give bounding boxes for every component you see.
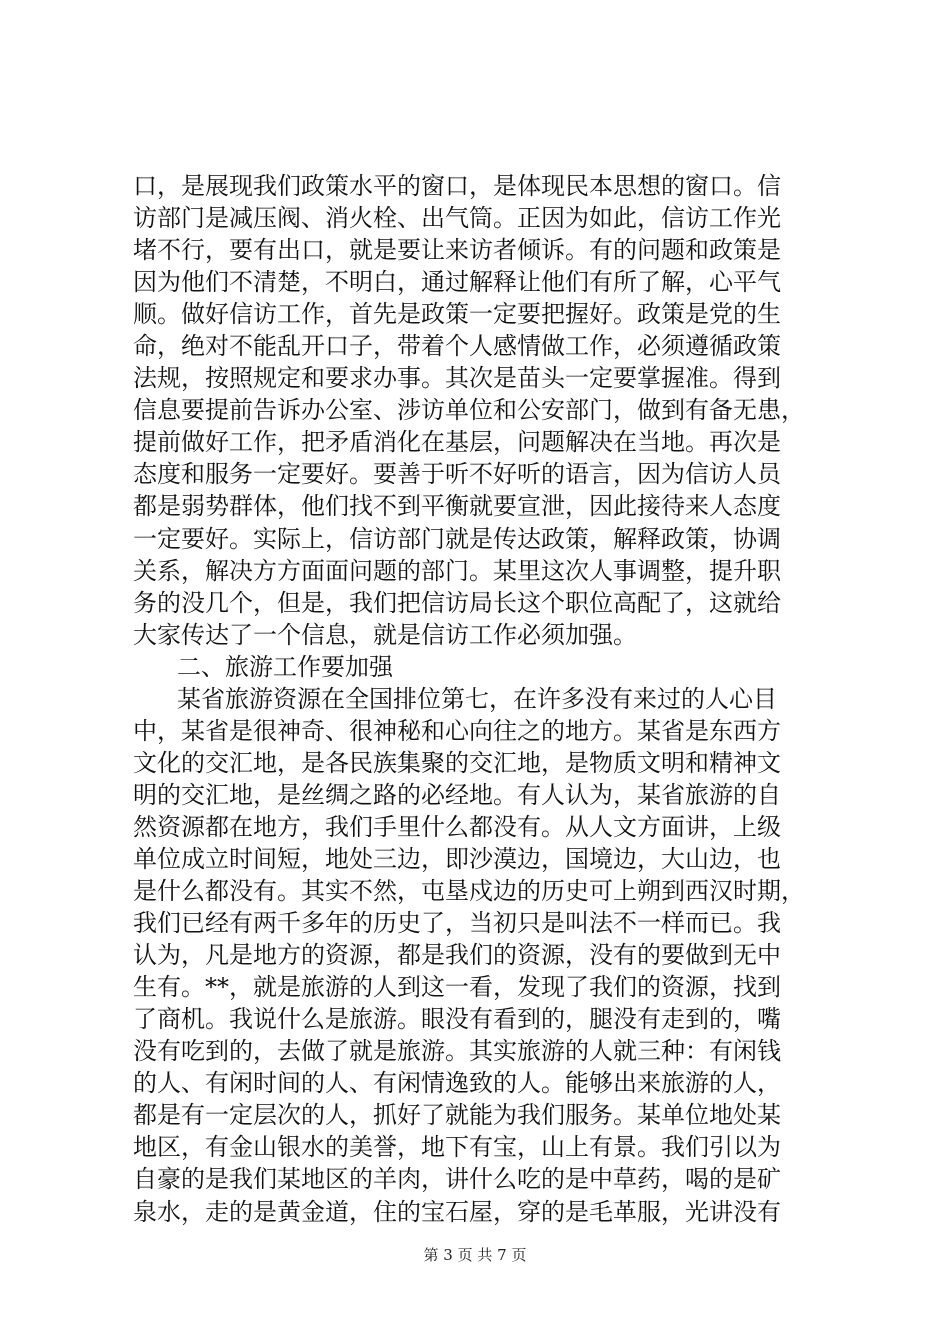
text-line: 顺。做好信访工作，首先是政策一定要把握好。政策是党的生 (133, 300, 781, 329)
text-line: 我们已经有两千多年的历史了，当初只是叫法不一样而已。我 (133, 909, 781, 938)
text-line: 访部门是减压阀、消火栓、出气筒。正因为如此，信访工作光 (133, 204, 781, 233)
text-line: 都是弱势群体，他们找不到平衡就要宣泄，因此接待来人态度 (133, 492, 781, 521)
text-line: 文化的交汇地，是各民族集聚的交汇地，是物质文明和精神文 (133, 748, 781, 777)
text-line: 然资源都在地方，我们手里什么都没有。从人文方面讲，上级 (133, 812, 781, 841)
text-line: 命，绝对不能乱开口子，带着个人感情做工作，必须遵循政策 (133, 332, 781, 361)
page-number-footer: 第 3 页 共 7 页 (423, 1246, 527, 1264)
body-text (133, 170, 833, 1228)
text-line: 了商机。我说什么是旅游。眼没有看到的，腿没有走到的，嘴 (133, 1005, 781, 1034)
text-line: 务的没几个，但是，我们把信访局长这个职位高配了，这就给 (133, 588, 781, 617)
text-line: 因为他们不清楚，不明白，通过解释让他们有所了解，心平气 (133, 268, 781, 297)
text-line: 自豪的是我们某地区的羊肉，讲什么吃的是中草药，喝的是矿 (133, 1165, 781, 1194)
text-line: 的人、有闲时间的人、有闲情逸致的人。能够出来旅游的人， (133, 1069, 781, 1098)
text-line: 某省旅游资源在全国排位第七，在许多没有来过的人心目 (177, 684, 777, 713)
text-line: 信息要提前告诉办公室、涉访单位和公安部门，做到有备无患， (133, 396, 805, 425)
text-line: 都是有一定层次的人，抓好了就能为我们服务。某单位地处某 (133, 1101, 781, 1130)
text-line: 大家传达了一个信息，就是信访工作必须加强。 (133, 620, 637, 649)
text-line: 生有。**，就是旅游的人到这一看，发现了我们的资源，找到 (133, 973, 781, 1002)
text-line: 堵不行，要有出口，就是要让来访者倾诉。有的问题和政策是 (133, 236, 781, 265)
text-line: 单位成立时间短，地处三边，即沙漠边，国境边，大山边，也 (133, 844, 781, 873)
text-line: 是什么都没有。其实不然，屯垦戍边的历史可上朔到西汉时期， (133, 877, 805, 906)
text-line: 认为，凡是地方的资源，都是我们的资源，没有的要做到无中 (133, 941, 781, 970)
text-line: 没有吃到的，去做了就是旅游。其实旅游的人就三种：有闲钱 (133, 1037, 781, 1066)
section-heading: 二、旅游工作要加强 (177, 652, 393, 681)
text-line: 口，是展现我们政策水平的窗口，是体现民本思想的窗口。信 (133, 172, 781, 200)
text-line: 关系，解决方方面面问题的部门。某里这次人事调整，提升职 (133, 556, 781, 585)
text-line: 地区，有金山银水的美誉，地下有宝，山上有景。我们引以为 (133, 1133, 781, 1162)
text-line: 泉水，走的是黄金道，住的宝石屋，穿的是毛革服，光讲没有 (133, 1197, 781, 1226)
text-line: 一定要好。实际上，信访部门就是传达政策，解释政策，协调 (133, 524, 781, 553)
text-line: 态度和服务一定要好。要善于听不好听的语言，因为信访人员 (133, 460, 781, 489)
text-line: 中，某省是很神奇、很神秘和心向往之的地方。某省是东西方 (133, 716, 781, 745)
text-line: 提前做好工作，把矛盾消化在基层，问题解决在当地。再次是 (133, 428, 781, 457)
text-line: 明的交汇地，是丝绸之路的必经地。有人认为，某省旅游的自 (133, 780, 781, 809)
text-line: 法规，按照规定和要求办事。其次是苗头一定要掌握准。得到 (133, 364, 781, 393)
